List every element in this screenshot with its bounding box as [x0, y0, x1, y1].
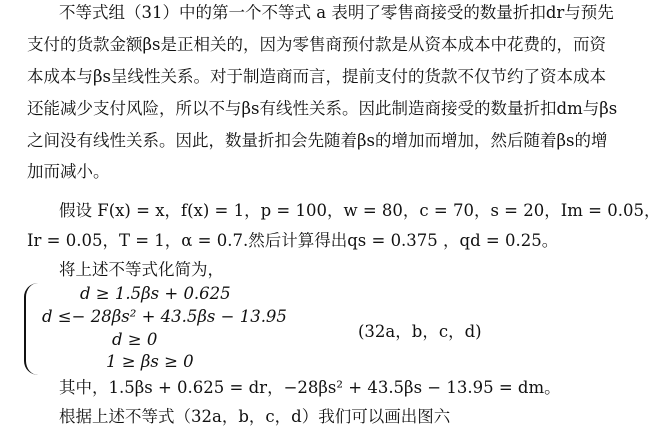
text-line: 之间没有线性关系。因此，数量折扣会先随着βs的增加而增加，然后随着βs的增	[27, 131, 608, 150]
text-line: 还能减少支付风险，所以不与βs有线性关系。因此制造商接受的数量折扣dm与βs	[27, 99, 618, 118]
text-line: 根据上述不等式（32a，b，c，d）我们可以画出图六	[59, 407, 451, 426]
inequality-1: d ≥ 1.5βs + 0.625	[80, 284, 231, 303]
equation-label: (32a，b，c，d)	[358, 322, 482, 341]
text-line: 不等式组（31）中的第一个不等式 a 表明了零售商接受的数量折扣dr与预先	[59, 3, 614, 22]
text-line: Ir = 0.05，T = 1，α = 0.7.然后计算得出qs = 0.375 ，qd = 0.25。	[27, 231, 559, 250]
text-line: 其中，1.5βs + 0.625 = dr，−28βs² + 43.5βs − 13.95 = dm。	[59, 378, 561, 397]
inequality-4: 1 ≥ βs ≥ 0	[106, 352, 194, 371]
text-line: 假设 F(x) = x，f(x) = 1，p = 100，w = 80，c = 70，s = 20，Im = 0.05，	[59, 201, 661, 220]
system-brace	[24, 283, 40, 375]
text-line: 支付的货款金额βs是正相关的，因为零售商预付款是从资本成本中花费的，而资	[27, 35, 607, 54]
text-line: 将上述不等式化简为，	[59, 260, 224, 279]
text-line: 加而减小。	[27, 162, 110, 181]
inequality-2: d ≤− 28βs² + 43.5βs − 13.95	[42, 307, 287, 326]
inequality-3: d ≥ 0	[112, 330, 158, 349]
text-line: 本成本与βs呈线性关系。对于制造商而言，提前支付的货款不仅节约了资本成本	[27, 67, 607, 86]
